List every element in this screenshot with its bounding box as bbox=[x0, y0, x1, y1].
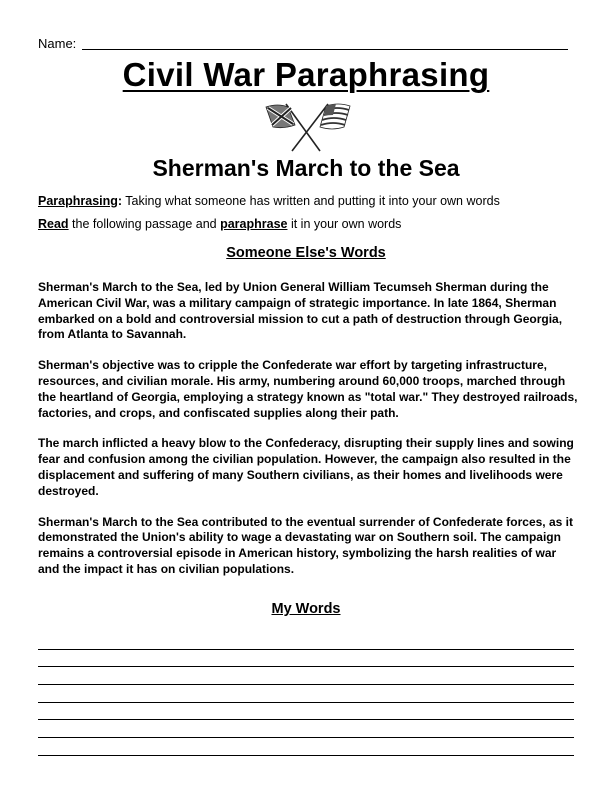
passage-paragraph: Sherman's March to the Sea, led by Union General William Tecumseh Sherman during the American Civil War, was a military campaign of strategic importance. In late 1864, Sherman embarked on a bold and controversial mission to cut a path of destruction through Georgia, from Atlanta to Savannah. bbox=[38, 280, 563, 342]
instruction-mid: the following passage and bbox=[68, 217, 221, 231]
name-row bbox=[38, 36, 568, 54]
writing-line[interactable] bbox=[38, 667, 574, 685]
definition-text: Taking what someone has written and putting it into your own words bbox=[122, 194, 500, 208]
definition-line bbox=[38, 193, 500, 209]
writing-line[interactable] bbox=[38, 650, 574, 668]
writing-line[interactable] bbox=[38, 738, 574, 756]
crossed-flags-icon bbox=[258, 101, 356, 153]
name-label: Name: bbox=[38, 36, 77, 51]
passage-paragraph: Sherman's March to the Sea contributed to the eventual surrender of Confederate forces, as it demonstrated the Union's ability to wage a devastating war on Southern soil. The campaign remains a controversial episode in American history, symbolizing the harsh realities of war and the impact it has on civilian populations. bbox=[38, 514, 573, 576]
section-heading-someone-elses-words: Someone Else's Words bbox=[226, 245, 386, 261]
writing-line[interactable] bbox=[38, 720, 574, 738]
instruction-end: it in your own words bbox=[287, 217, 402, 231]
passage-paragraph: The march inflicted a heavy blow to the Confederacy, disrupting their supply lines and sowing fear and confusion among the civilian population. However, the campaign also resulted in the displacement and suffering of many Southern civilians, as their homes and livelihoods were destroyed. bbox=[38, 436, 574, 498]
writing-line[interactable] bbox=[38, 703, 574, 721]
page-title: Civil War Paraphrasing bbox=[122, 56, 490, 93]
writing-line[interactable] bbox=[38, 632, 574, 650]
definition-term: Paraphrasing bbox=[38, 194, 118, 208]
name-field[interactable] bbox=[82, 49, 568, 50]
definition-colon: : bbox=[117, 194, 123, 208]
section-heading-my-words: My Words bbox=[271, 601, 341, 617]
passage bbox=[38, 280, 578, 593]
worksheet-subtitle: Sherman's March to the Sea bbox=[152, 155, 460, 181]
passage-paragraph: Sherman's objective was to cripple the Confederate war effort by targeting infrastructure, resources, and civilian morale. His army, numbering around 60,000 troops, marched through the heartland of Georgia, employing a strategy known as "total war." They destroyed railroads, factories, and crops, and confiscated supplies along their path. bbox=[38, 358, 578, 420]
writing-line[interactable] bbox=[38, 685, 574, 703]
instruction-paraphrase: paraphrase bbox=[220, 217, 288, 231]
instruction-line bbox=[38, 216, 401, 232]
writing-lines bbox=[38, 632, 574, 756]
instruction-read: Read bbox=[38, 217, 69, 231]
